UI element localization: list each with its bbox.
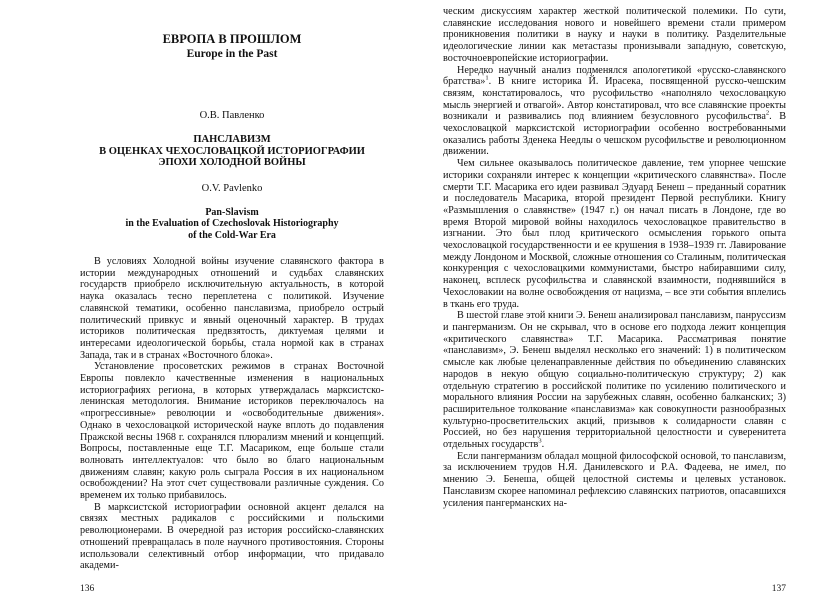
paragraph bbox=[443, 310, 786, 450]
paragraph bbox=[443, 158, 786, 310]
article-title-ru bbox=[80, 134, 384, 169]
paragraph-text: ческим дискуссиям характер жесткой политической полемики. По сути, славянские исследования нового и новейшего времени стали примером проникновения политики в науку и науки в политику. Разделительные идеологические линии как метастазы пронизывали западную, советскую, восточноевропейские историографии. bbox=[443, 6, 786, 64]
paragraph: В марксистской историографии основной акцент делался на связях местных радикалов с российскими и польскими революционерами. В очередной раз история российско-славянских отношений превращалась в поле научного противостояния. Стороны использовали селективный отбор информации, что придавало академи- bbox=[80, 501, 384, 572]
left-column bbox=[80, 0, 384, 572]
paragraph bbox=[443, 6, 786, 65]
author-ru: О.В. Павленко bbox=[199, 110, 265, 121]
title-ru-line: ПАНСЛАВИЗМ bbox=[193, 134, 271, 145]
title-en-line: Pan-Slavism bbox=[205, 206, 259, 218]
paragraph bbox=[443, 451, 786, 510]
article-title-en bbox=[80, 207, 384, 242]
paragraph-text: . В книге историка Й. Ирасека, посвященной русско-чешским связям, констатировалось, что русофильство «наполняло чехословацкую мысль энергией и отвагой». Автор констатировал, что все славянские проекты возникали и развивались под влиянием безусловного русофильства bbox=[443, 76, 786, 123]
paragraph-text: В шестой главе этой книги Э. Бенеш анализировал панславизм, панруссизм и пангерманизм. Он не скрывал, что в основе его подхода лежит концепция «критического славянства» Т.Г. Масарика. Рассматривая понятие «панславизм», Э. Бенеш выделял несколько его значений: 1) в политическом смысле как любые целенаправленные действия по объединению славянских народов в некую общую социально-политическую структуру; 2) как отдельную стратегию в российской политике по усилению политического и морального влияния России на зарубежных славян, особенно балканских; 3) расширительное толкование «панславизма» как совокупности разнообразных культурно-просветительских акций, призывов к солидарности славян с Россией, но без нарушения территориальной целостности и суверенитета отдельных государств bbox=[443, 310, 786, 451]
footnote-ref: 2 bbox=[765, 109, 770, 117]
title-ru-line: ЭПОХИ ХОЛОДНОЙ ВОЙНЫ bbox=[158, 157, 306, 168]
left-body bbox=[80, 256, 384, 572]
paragraph-text: . В чехословацкой марксистской историографии особенно востребованными оказались работы Зденека Неедлы о чешском русофильстве и революционном движении. bbox=[443, 111, 786, 158]
paragraph-text: Чем сильнее оказывалось политическое давление, тем упорнее чешские историки сохраняли интерес к концепции «критического славянства». После смерти Т.Г. Масарика его идеи развивал Эдуард Бенеш – преданный соратник и последователь Масарика, второй президент Первой республики. Книгу «Размышления о славянстве» (1947 г.) он начал писать в Лондоне, где во время Второй мировой войны находилось чехословацкое правительство в изгнании. Это был плод критического осмысления горького опыта чехословацкой государственности и ее крушения в 1938–1939 гг. Лавирование между Лондоном и Москвой, сложные отношения со Сталиным, политическая конкуренция с чехословацкими коммунистами, быстро набиравшими силу, наконец, всплеск русофильства и славянской взаимности, поднявшийся в Чехословакии на волне освобождения от нацизма, – все эти события вплелись в ткань его труда. bbox=[443, 158, 786, 310]
page-number-left: 136 bbox=[80, 584, 95, 594]
page-number-right: 137 bbox=[771, 584, 786, 594]
paragraph: В условиях Холодной войны изучение славянского фактора в истории международных отношений и судьбах славянских государств приобрело исключительную актуальность, в которой наука оказалась тесно переплетена с политикой. Изучение славянской тематики, особенно панславизма, приобрело острый политический привкус и явный оценочный характер. В трудах историков политическая предвзятость, диктуемая целями и интересами идеологической борьбы, стала нормой как в странах Запада, так и в странах «Восточного блока». bbox=[80, 256, 384, 361]
section-title: ЕВРОПА В ПРОШЛОМ bbox=[162, 32, 302, 46]
paragraph-text: Нередко научный анализ подменялся апологетикой «русско-славянского братства» bbox=[443, 64, 786, 88]
title-ru-line: В ОЦЕНКАХ ЧЕХОСЛОВАЦКОЙ ИСТОРИОГРАФИИ bbox=[99, 145, 365, 157]
title-en-line: in the Evaluation of Czechoslovak Historiography bbox=[125, 218, 339, 229]
footnote-ref: 1 bbox=[485, 74, 489, 82]
paragraph-text: Если пангерманизм обладал мощной философской основой, то панславизм, за исключением трудов Н.Я. Данилевского и Р.А. Фадеева, не имел, по мнению Э. Бенеша, общей целостной системы и целевых установок. Панславизм скорее напоминал рефлексию славянских патриотов, опасавшихся усиления пангерманских на- bbox=[443, 450, 786, 509]
section-subtitle: Europe in the Past bbox=[186, 48, 278, 60]
paragraph-text: . bbox=[541, 439, 545, 451]
author-en: O.V. Pavlenko bbox=[201, 182, 263, 194]
paragraph: Установление просоветских режимов в странах Восточной Европы повлекло качественные изменения в национальных историографиях региона, в которых утверждалась марксистско-ленинская методология. Внимание историков переключалось на «прогрессивные» революции и «освободительные движения». Однако в чехословацкой исторической науке вплоть до подавления Пражской весны 1968 г. сохранялся плюрализм мнений и концепций. Вопросы, поставленные еще Т.Г. Масариком, еще больше стали волновать интеллектуалов: что было во благо национальным движениям славян; какую роль сыграла Россия в их национальном освобождении? На этот счет существовали различные суждения. Со временем их только прибавилось. bbox=[80, 361, 384, 502]
right-page bbox=[410, 0, 820, 609]
right-column bbox=[443, 6, 786, 509]
title-en-line: of the Cold-War Era bbox=[188, 229, 276, 241]
footnote-ref: 3 bbox=[538, 437, 542, 445]
paragraph bbox=[443, 65, 786, 159]
